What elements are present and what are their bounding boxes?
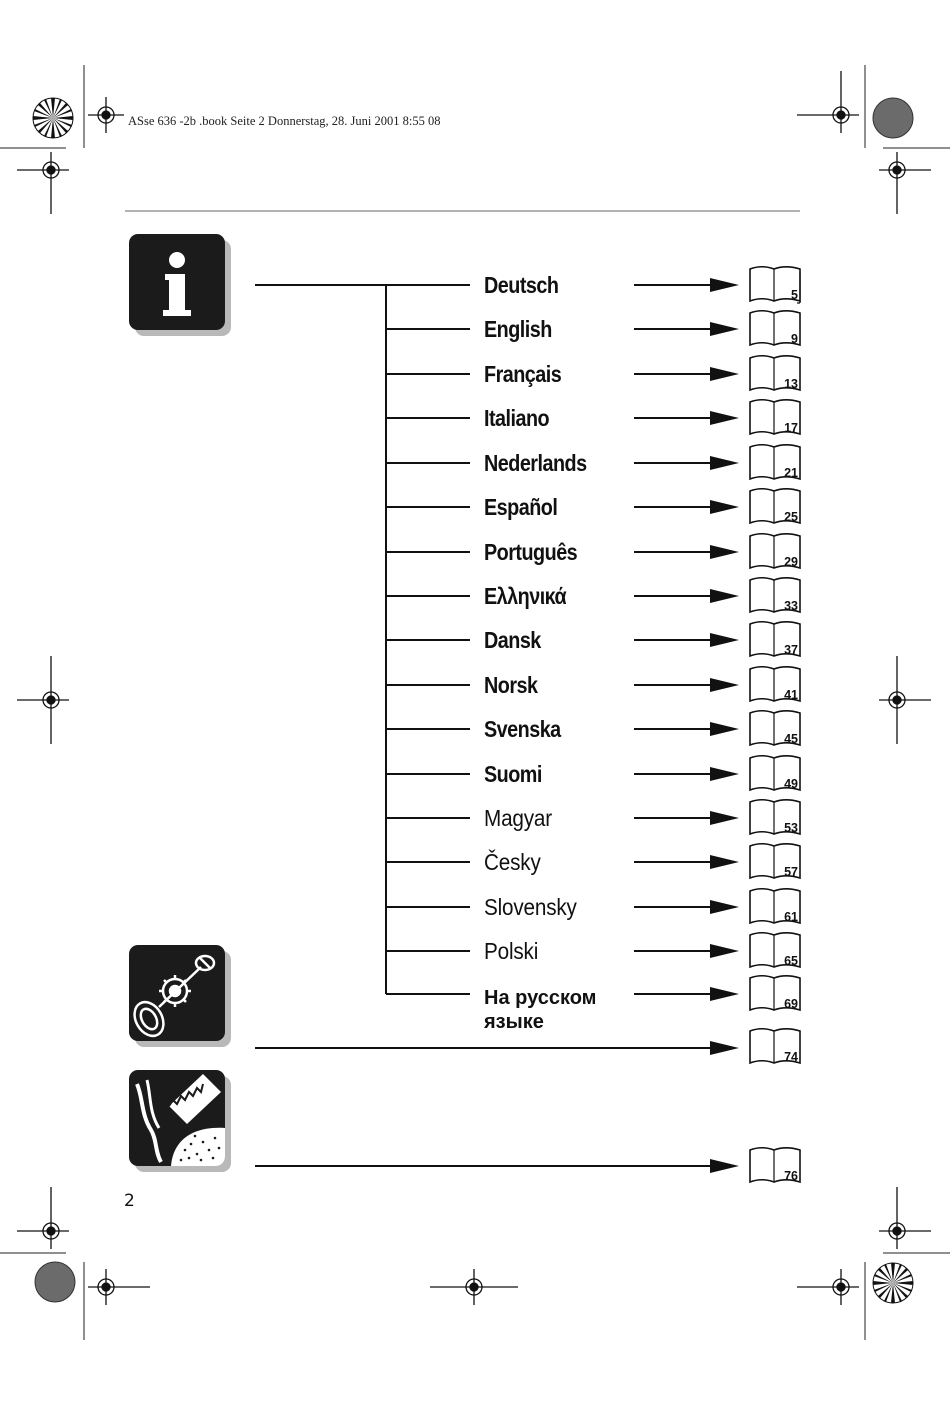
language-label-slovensky[interactable]: Slovensky [484, 894, 577, 920]
page-number-ref: 65 [784, 954, 798, 968]
star-target-bottom-right [873, 1263, 913, 1303]
language-label-suomi[interactable]: Suomi [484, 761, 542, 787]
page-number-ref: 13 [784, 377, 798, 391]
language-label-espanol[interactable]: Español [484, 494, 558, 520]
page-ref-book[interactable] [748, 754, 802, 794]
language-label-greek[interactable]: Ελληνικά [484, 583, 567, 609]
language-label-russian-line2[interactable]: языке [484, 1011, 544, 1033]
page-ref-book[interactable] [748, 931, 802, 971]
language-label-magyar[interactable]: Magyar [484, 805, 552, 831]
section-arrows [255, 1041, 739, 1173]
page-number-ref: 5 [791, 288, 798, 302]
page-ref-book[interactable] [748, 709, 802, 749]
page-number-ref: 61 [784, 910, 798, 924]
page-number-ref: 69 [784, 997, 798, 1011]
page-ref-book[interactable] [748, 620, 802, 660]
page-number-ref: 57 [784, 865, 798, 879]
star-target-top-left [33, 98, 73, 138]
page-ref-book[interactable] [748, 354, 802, 394]
language-label-russian[interactable]: На русском [484, 987, 597, 1009]
page-number-ref: 37 [784, 643, 798, 657]
page-number-ref: 33 [784, 599, 798, 613]
page-number-ref: 25 [784, 510, 798, 524]
language-label-nederlands[interactable]: Nederlands [484, 450, 587, 476]
page-number-ref: 49 [784, 777, 798, 791]
language-label-svenska[interactable]: Svenska [484, 716, 561, 742]
page-ref-book[interactable] [748, 798, 802, 838]
page-number-ref: 41 [784, 688, 798, 702]
page-ref-book[interactable] [748, 974, 802, 1014]
language-label-norsk[interactable]: Norsk [484, 672, 538, 698]
language-arrows [634, 278, 739, 1001]
page-ref-book[interactable] [748, 309, 802, 349]
page-number-ref: 9 [791, 332, 798, 346]
info-icon [129, 234, 225, 330]
page-number-ref: 21 [784, 466, 798, 480]
page-ref-book[interactable] [748, 842, 802, 882]
print-header: ASse 636 -2b .book Seite 2 Donnerstag, 28. Juni 2001 8:55 08 [128, 114, 441, 128]
page-ref-book[interactable] [748, 265, 802, 305]
page-ref-book[interactable] [748, 487, 802, 527]
page-ref-book[interactable] [748, 532, 802, 572]
language-label-deutsch[interactable]: Deutsch [484, 272, 559, 298]
saw-blade-icon [129, 1070, 225, 1166]
page-number-ref: 17 [784, 421, 798, 435]
page-ref-book[interactable] [748, 1146, 802, 1186]
language-label-cesky[interactable]: Česky [484, 849, 541, 875]
page-ref-book[interactable] [748, 576, 802, 616]
tree-connector [255, 285, 470, 994]
page-ref-book[interactable] [748, 665, 802, 705]
page-number-ref: 76 [784, 1169, 798, 1183]
page-number-ref: 53 [784, 821, 798, 835]
page-number-ref: 74 [784, 1050, 798, 1064]
gray-target-bottom-left [35, 1262, 75, 1302]
language-label-portugues[interactable]: Português [484, 539, 578, 565]
page-number-ref: 29 [784, 555, 798, 569]
gray-target-top-right [873, 98, 913, 138]
page-ref-book[interactable] [748, 398, 802, 438]
language-label-english[interactable]: English [484, 316, 552, 342]
language-label-polski[interactable]: Polski [484, 938, 539, 964]
language-label-italiano[interactable]: Italiano [484, 405, 550, 431]
page-ref-book[interactable] [748, 887, 802, 927]
page-ref-book[interactable] [748, 443, 802, 483]
gear-motor-icon [129, 945, 225, 1041]
page-ref-book[interactable] [748, 1027, 802, 1067]
language-label-dansk[interactable]: Dansk [484, 627, 541, 653]
language-label-francais[interactable]: Français [484, 361, 562, 387]
page-number-ref: 45 [784, 732, 798, 746]
page-number: 2 [124, 1191, 135, 1211]
